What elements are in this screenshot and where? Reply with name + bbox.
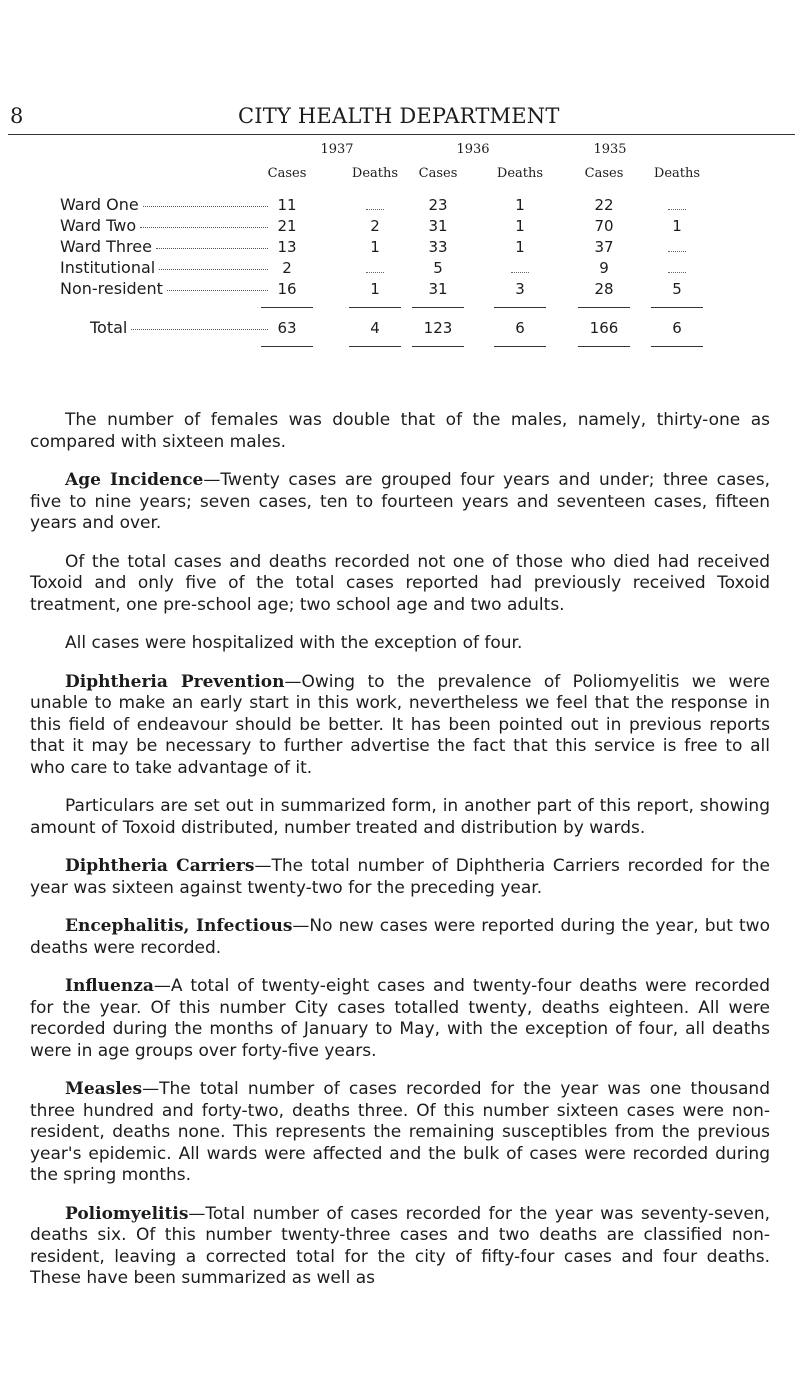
total-rule (349, 346, 401, 347)
table-cell: 9 (599, 259, 609, 277)
col-deaths-1937: Deaths (351, 166, 399, 181)
sum-rule (412, 307, 464, 308)
table-cell: 31 (428, 280, 448, 298)
col-deaths-1936: Deaths (496, 166, 544, 181)
row-label: Ward Two (60, 216, 272, 235)
total-cell: 166 (589, 319, 619, 337)
sum-rule (494, 307, 546, 308)
page-number: 8 (10, 104, 24, 128)
total-cell: 6 (672, 319, 682, 337)
paragraph: Of the total cases and deaths recorded not one of those who died had received Toxoid and only five of the total cases reported had previously received Toxoid treatment, one pre-school age; two school age and two adults. (30, 551, 770, 615)
body-text (30, 410, 770, 1307)
col-deaths-1935: Deaths (653, 166, 701, 181)
col-cases-1936: Cases (418, 166, 458, 181)
page-title: CITY HEALTH DEPARTMENT (238, 104, 560, 128)
sum-rule (261, 307, 313, 308)
empty-cell (511, 272, 529, 273)
table-cell: 1 (370, 280, 380, 298)
paragraph-age-incidence: Age Incidence—Twenty cases are grouped four years and under; three cases, five to nine years; seven cases, ten to fourteen years and seventeen cases, fifteen years and over. (30, 470, 770, 533)
empty-cell (366, 272, 384, 273)
table-cell: 1 (515, 217, 525, 235)
table-cell: 11 (277, 196, 297, 214)
row-label: Ward Three (60, 237, 272, 256)
empty-cell (366, 209, 384, 210)
paragraph-diphtheria-prevention: Diphtheria Prevention—Owing to the prevalence of Poliomyelitis we were unable to make an early start in this work, nevertheless we feel that the response in this field of endeavour should be better. It has been pointed out in previous reports that it may be necessary to further advertise the fact that this service is free to all who care to take advantage of it. (30, 671, 770, 778)
total-rule (494, 346, 546, 347)
table-cell: 16 (277, 280, 297, 298)
total-rule (412, 346, 464, 347)
paragraph: Particulars are set out in summarized form, in another part of this report, showing amount of Toxoid distributed, number treated and distribution by wards. (30, 796, 770, 838)
table-cell: 1 (515, 196, 525, 214)
table-cell: 22 (594, 196, 614, 214)
col-cases-1935: Cases (584, 166, 624, 181)
table-cell: 23 (428, 196, 448, 214)
row-label: Ward One (60, 195, 272, 214)
empty-cell (668, 251, 686, 252)
table-cell: 1 (672, 217, 682, 235)
paragraph-encephalitis: Encephalitis, Infectious—No new cases were reported during the year, but two deaths were recorded. (30, 916, 770, 958)
table-cell: 28 (594, 280, 614, 298)
paragraph-heading: Poliomyelitis (65, 1203, 189, 1224)
total-cell: 4 (370, 319, 380, 337)
total-cell: 123 (423, 319, 453, 337)
paragraph-influenza: Influenza—A total of twenty-eight cases and twenty-four deaths were recorded for the year. Of this number City cases totalled twenty, deaths eighteen. All were recorded during the months of January to May, with the exception of four, all deaths were in age groups over forty-five years. (30, 976, 770, 1061)
page-header (0, 104, 801, 134)
paragraph-heading: Diphtheria Prevention (65, 671, 285, 692)
table-cell: 33 (428, 238, 448, 256)
table-cell: 5 (433, 259, 443, 277)
col-cases-1937: Cases (267, 166, 307, 181)
year-header-1935: 1935 (593, 142, 627, 157)
table-cell: 2 (282, 259, 292, 277)
paragraph-measles: Measles—The total number of cases recorded for the year was one thousand three hundred and forty-two, deaths three. Of this number sixteen cases were non-resident, deaths none. This represents the remaining susceptibles from the previous year's epidemic. All wards were affected and the bulk of cases were recorded during the spring months. (30, 1079, 770, 1185)
paragraph-poliomyelitis: Poliomyelitis—Total number of cases recorded for the year was seventy-seven, deaths six. Of this number twenty-three cases and two deaths are classified non-resident, leaving a corrected total for the city of fifty-four cases and four deaths. These have been summarized as well as (30, 1203, 770, 1288)
empty-cell (668, 272, 686, 273)
table-cell: 70 (594, 217, 614, 235)
table-cell: 5 (672, 280, 682, 298)
table-cell: 1 (515, 238, 525, 256)
empty-cell (668, 209, 686, 210)
header-rule (8, 134, 795, 135)
year-header-1936: 1936 (456, 142, 490, 157)
total-cell: 63 (277, 319, 297, 337)
paragraph-heading: Age Incidence (65, 470, 204, 490)
table-cell: 1 (370, 238, 380, 256)
paragraph-heading: Measles (65, 1079, 143, 1099)
total-rule (261, 346, 313, 347)
paragraph: The number of females was double that of the males, namely, thirty-one as compared with sixteen males. (30, 410, 770, 452)
total-label: Total (90, 318, 272, 337)
total-cell: 6 (515, 319, 525, 337)
paragraph-diphtheria-carriers: Diphtheria Carriers—The total number of Diphtheria Carriers recorded for the year was sixteen against twenty-two for the preceding year. (30, 856, 770, 898)
table-cell: 2 (370, 217, 380, 235)
cases-deaths-table (0, 142, 801, 382)
year-header-1937: 1937 (320, 142, 354, 157)
row-label: Institutional (60, 258, 272, 277)
table-cell: 37 (594, 238, 614, 256)
table-cell: 21 (277, 217, 297, 235)
total-rule (651, 346, 703, 347)
paragraph: All cases were hospitalized with the exception of four. (65, 633, 523, 653)
sum-rule (651, 307, 703, 308)
sum-rule (349, 307, 401, 308)
paragraph-heading: Influenza (65, 976, 154, 996)
table-cell: 3 (515, 280, 525, 298)
total-rule (578, 346, 630, 347)
paragraph-heading: Diphtheria Carriers (65, 856, 255, 876)
row-label: Non-resident (60, 279, 272, 298)
sum-rule (578, 307, 630, 308)
table-cell: 31 (428, 217, 448, 235)
table-cell: 13 (277, 238, 297, 256)
paragraph-heading: Encephalitis, Infectious (65, 916, 293, 936)
